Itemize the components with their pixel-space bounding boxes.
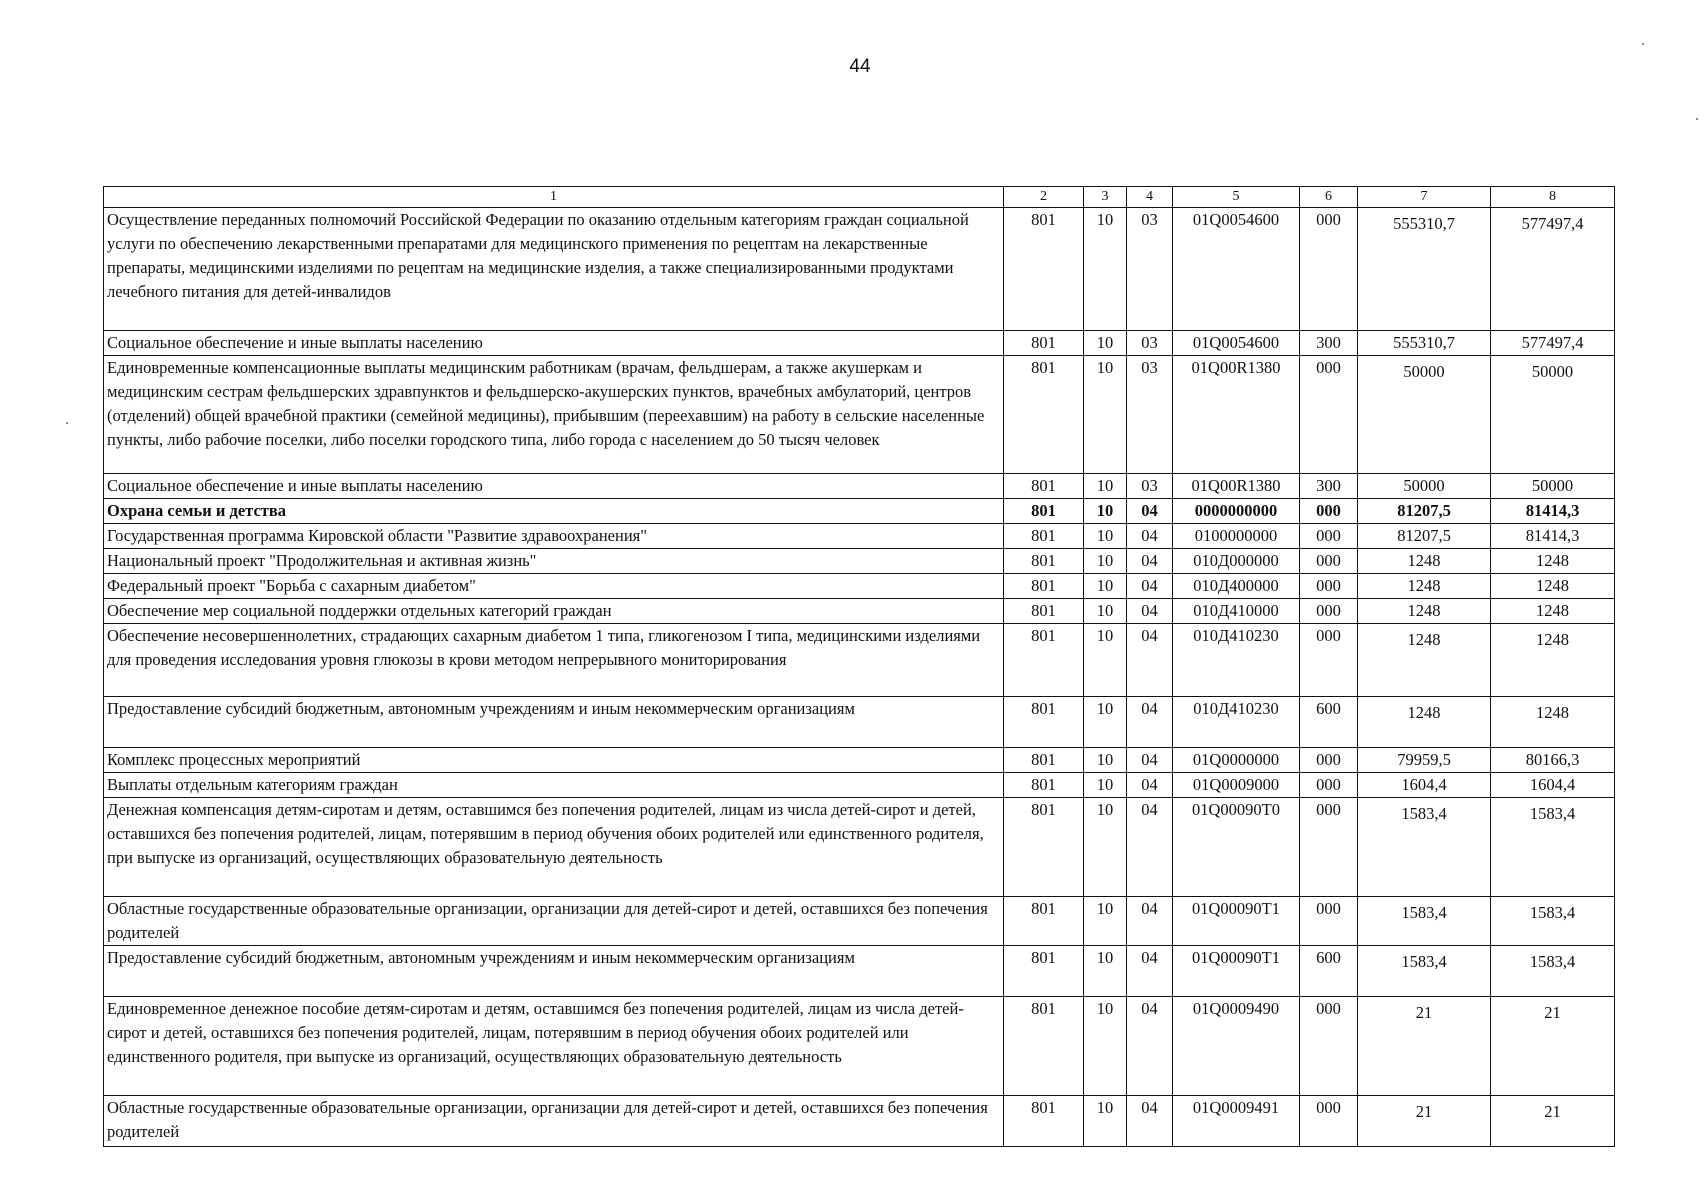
row-amount-year-2: 577497,4 (1491, 331, 1615, 356)
table-row (104, 798, 1615, 897)
row-expense-type: 000 (1300, 356, 1358, 474)
row-amount-year-1: 1583,4 (1358, 946, 1491, 997)
row-name: Единовременное денежное пособие детям-сиротам и детям, оставшимся без попечения родителей, лицам из числа детей-сирот и детей, оставшихся без попечения родителей, лицам, потерявшим в период обучения обоих родителей или единственного родителя, при выпуске из организаций, осуществляющих образовательную деятельность (104, 997, 1004, 1096)
column-header: 2 (1004, 187, 1084, 208)
row-section-code: 10 (1084, 208, 1127, 331)
row-subsection-code: 04 (1127, 773, 1173, 798)
row-name: Охрана семьи и детства (104, 499, 1004, 524)
table-row (104, 474, 1615, 499)
table-row (104, 624, 1615, 697)
row-section-code: 10 (1084, 499, 1127, 524)
row-target-article: 01Q00R1380 (1173, 356, 1300, 474)
row-expense-type: 000 (1300, 897, 1358, 946)
table-row (104, 524, 1615, 549)
row-section-code: 10 (1084, 697, 1127, 748)
column-number-row (104, 187, 1615, 208)
row-subsection-code: 04 (1127, 946, 1173, 997)
row-subsection-code: 04 (1127, 798, 1173, 897)
row-gr-code: 801 (1004, 574, 1084, 599)
row-name: Денежная компенсация детям-сиротам и детям, оставшимся без попечения родителей, лицам из числа детей-сирот и детей, оставшихся без попечения родителей, лицам, потерявшим в период обучения обоих родителей или единственного родителя, при выпуске из организаций, осуществляющих образовательную деятельность (104, 798, 1004, 897)
row-name: Обеспечение несовершеннолетних, страдающих сахарным диабетом 1 типа, гликогенозом I типа, медицинскими изделиями для проведения исследования уровня глюкозы в крови методом непрерывного мониторирования (104, 624, 1004, 697)
row-target-article: 01Q00090T0 (1173, 798, 1300, 897)
row-expense-type: 600 (1300, 946, 1358, 997)
column-header: 3 (1084, 187, 1127, 208)
table-row (104, 574, 1615, 599)
row-gr-code: 801 (1004, 499, 1084, 524)
row-name: Предоставление субсидий бюджетным, автономным учреждениям и иным некоммерческим организациям (104, 946, 1004, 997)
row-target-article: 01Q0000000 (1173, 748, 1300, 773)
row-expense-type: 300 (1300, 331, 1358, 356)
column-header: 1 (104, 187, 1004, 208)
row-subsection-code: 04 (1127, 549, 1173, 574)
row-amount-year-1: 555310,7 (1358, 208, 1491, 331)
row-gr-code: 801 (1004, 474, 1084, 499)
row-amount-year-2: 81414,3 (1491, 524, 1615, 549)
column-header: 6 (1300, 187, 1358, 208)
row-expense-type: 000 (1300, 549, 1358, 574)
row-amount-year-2: 577497,4 (1491, 208, 1615, 331)
row-expense-type: 000 (1300, 773, 1358, 798)
row-subsection-code: 04 (1127, 897, 1173, 946)
row-target-article: 0100000000 (1173, 524, 1300, 549)
row-subsection-code: 03 (1127, 208, 1173, 331)
row-gr-code: 801 (1004, 208, 1084, 331)
column-header: 7 (1358, 187, 1491, 208)
row-subsection-code: 03 (1127, 474, 1173, 499)
row-subsection-code: 04 (1127, 499, 1173, 524)
row-amount-year-1: 1604,4 (1358, 773, 1491, 798)
row-section-code: 10 (1084, 524, 1127, 549)
row-subsection-code: 04 (1127, 624, 1173, 697)
table-row (104, 1096, 1615, 1147)
row-gr-code: 801 (1004, 946, 1084, 997)
table-row (104, 208, 1615, 331)
row-amount-year-1: 21 (1358, 1096, 1491, 1147)
row-amount-year-2: 81414,3 (1491, 499, 1615, 524)
row-amount-year-2: 1583,4 (1491, 798, 1615, 897)
row-target-article: 01Q00090T1 (1173, 946, 1300, 997)
page-number: 44 (849, 56, 871, 77)
row-target-article: 01Q0054600 (1173, 331, 1300, 356)
row-gr-code: 801 (1004, 697, 1084, 748)
row-name: Выплаты отдельным категориям граждан (104, 773, 1004, 798)
column-header: 4 (1127, 187, 1173, 208)
row-target-article: 010Д410230 (1173, 697, 1300, 748)
row-expense-type: 000 (1300, 798, 1358, 897)
row-expense-type: 600 (1300, 697, 1358, 748)
row-expense-type: 000 (1300, 208, 1358, 331)
row-subsection-code: 04 (1127, 997, 1173, 1096)
column-header: 5 (1173, 187, 1300, 208)
row-amount-year-2: 50000 (1491, 356, 1615, 474)
row-expense-type: 000 (1300, 599, 1358, 624)
column-header: 8 (1491, 187, 1615, 208)
row-section-code: 10 (1084, 997, 1127, 1096)
row-amount-year-2: 1248 (1491, 697, 1615, 748)
row-target-article: 01Q0009490 (1173, 997, 1300, 1096)
row-subsection-code: 04 (1127, 748, 1173, 773)
row-expense-type: 000 (1300, 499, 1358, 524)
row-section-code: 10 (1084, 574, 1127, 599)
row-name: Федеральный проект "Борьба с сахарным диабетом" (104, 574, 1004, 599)
row-target-article: 01Q00090T1 (1173, 897, 1300, 946)
row-gr-code: 801 (1004, 748, 1084, 773)
row-gr-code: 801 (1004, 524, 1084, 549)
row-name: Единовременные компенсационные выплаты медицинским работникам (врачам, фельдшерам, а также акушеркам и медицинским сестрам фельдшерских здравпунктов и фельдшерско-акушерских пунктов, врачебных амбулаторий, центров (отделений) общей врачебной практики (семейной медицины), прибывшим (переехавшим) на работу в сельские населенные пункты, либо рабочие поселки, либо поселки городского типа, либо города с населением до 50 тысяч человек (104, 356, 1004, 474)
row-subsection-code: 04 (1127, 697, 1173, 748)
row-name: Обеспечение мер социальной поддержки отдельных категорий граждан (104, 599, 1004, 624)
scan-speck (1696, 118, 1698, 120)
budget-table (103, 186, 1615, 1147)
row-gr-code: 801 (1004, 624, 1084, 697)
table-row (104, 549, 1615, 574)
row-amount-year-2: 21 (1491, 997, 1615, 1096)
row-expense-type: 000 (1300, 997, 1358, 1096)
row-amount-year-1: 555310,7 (1358, 331, 1491, 356)
row-amount-year-2: 21 (1491, 1096, 1615, 1147)
table-row (104, 748, 1615, 773)
row-amount-year-1: 50000 (1358, 474, 1491, 499)
row-target-article: 01Q0009000 (1173, 773, 1300, 798)
row-gr-code: 801 (1004, 599, 1084, 624)
row-name: Предоставление субсидий бюджетным, автономным учреждениям и иным некоммерческим организациям (104, 697, 1004, 748)
row-amount-year-2: 50000 (1491, 474, 1615, 499)
row-name: Комплекс процессных мероприятий (104, 748, 1004, 773)
row-amount-year-1: 79959,5 (1358, 748, 1491, 773)
row-amount-year-2: 1248 (1491, 549, 1615, 574)
row-expense-type: 000 (1300, 574, 1358, 599)
row-section-code: 10 (1084, 798, 1127, 897)
row-amount-year-1: 1583,4 (1358, 897, 1491, 946)
row-section-code: 10 (1084, 897, 1127, 946)
scan-speck (1642, 43, 1644, 45)
row-name: Осуществление переданных полномочий Российской Федерации по оказанию отдельным категориям граждан социальной услуги по обеспечению лекарственными препаратами для медицинского применения по рецептам на лекарственные препараты, медицинскими изделиями по рецептам на медицинские изделия, а также специализированными продуктами лечебного питания для детей-инвалидов (104, 208, 1004, 331)
row-target-article: 010Д410230 (1173, 624, 1300, 697)
row-amount-year-1: 1248 (1358, 599, 1491, 624)
row-target-article: 01Q0009491 (1173, 1096, 1300, 1147)
row-section-code: 10 (1084, 599, 1127, 624)
row-expense-type: 000 (1300, 1096, 1358, 1147)
row-target-article: 010Д400000 (1173, 574, 1300, 599)
row-section-code: 10 (1084, 331, 1127, 356)
row-amount-year-1: 81207,5 (1358, 499, 1491, 524)
row-amount-year-2: 1248 (1491, 574, 1615, 599)
row-gr-code: 801 (1004, 549, 1084, 574)
row-name: Социальное обеспечение и иные выплаты населению (104, 331, 1004, 356)
table-row (104, 946, 1615, 997)
table-row (104, 599, 1615, 624)
row-section-code: 10 (1084, 549, 1127, 574)
table-row (104, 773, 1615, 798)
row-gr-code: 801 (1004, 1096, 1084, 1147)
row-expense-type: 000 (1300, 748, 1358, 773)
row-target-article: 01Q0054600 (1173, 208, 1300, 331)
table-row (104, 997, 1615, 1096)
row-gr-code: 801 (1004, 798, 1084, 897)
row-subsection-code: 04 (1127, 599, 1173, 624)
row-section-code: 10 (1084, 624, 1127, 697)
row-name: Государственная программа Кировской области "Развитие здравоохранения" (104, 524, 1004, 549)
row-amount-year-1: 21 (1358, 997, 1491, 1096)
row-amount-year-1: 1583,4 (1358, 798, 1491, 897)
row-amount-year-2: 1583,4 (1491, 897, 1615, 946)
row-subsection-code: 03 (1127, 331, 1173, 356)
row-target-article: 01Q00R1380 (1173, 474, 1300, 499)
scan-speck (66, 422, 68, 424)
row-section-code: 10 (1084, 946, 1127, 997)
row-gr-code: 801 (1004, 897, 1084, 946)
table-row (104, 331, 1615, 356)
table-row (104, 697, 1615, 748)
table-row (104, 499, 1615, 524)
row-amount-year-2: 80166,3 (1491, 748, 1615, 773)
row-section-code: 10 (1084, 474, 1127, 499)
row-expense-type: 000 (1300, 524, 1358, 549)
row-subsection-code: 04 (1127, 1096, 1173, 1147)
row-expense-type: 000 (1300, 624, 1358, 697)
row-amount-year-2: 1248 (1491, 624, 1615, 697)
row-target-article: 010Д000000 (1173, 549, 1300, 574)
row-subsection-code: 04 (1127, 574, 1173, 599)
row-gr-code: 801 (1004, 356, 1084, 474)
row-section-code: 10 (1084, 356, 1127, 474)
row-name: Областные государственные образовательные организации, организации для детей-сирот и детей, оставшихся без попечения родителей (104, 897, 1004, 946)
row-amount-year-1: 1248 (1358, 697, 1491, 748)
row-amount-year-2: 1248 (1491, 599, 1615, 624)
row-gr-code: 801 (1004, 331, 1084, 356)
row-amount-year-1: 1248 (1358, 574, 1491, 599)
table-body (104, 208, 1615, 1147)
row-subsection-code: 04 (1127, 524, 1173, 549)
row-name: Социальное обеспечение и иные выплаты населению (104, 474, 1004, 499)
row-expense-type: 300 (1300, 474, 1358, 499)
row-amount-year-2: 1583,4 (1491, 946, 1615, 997)
row-amount-year-1: 1248 (1358, 624, 1491, 697)
row-amount-year-2: 1604,4 (1491, 773, 1615, 798)
row-gr-code: 801 (1004, 773, 1084, 798)
row-section-code: 10 (1084, 1096, 1127, 1147)
table-row (104, 897, 1615, 946)
row-amount-year-1: 1248 (1358, 549, 1491, 574)
row-section-code: 10 (1084, 773, 1127, 798)
row-target-article: 010Д410000 (1173, 599, 1300, 624)
row-name: Национальный проект "Продолжительная и активная жизнь" (104, 549, 1004, 574)
row-section-code: 10 (1084, 748, 1127, 773)
row-subsection-code: 03 (1127, 356, 1173, 474)
row-amount-year-1: 81207,5 (1358, 524, 1491, 549)
row-amount-year-1: 50000 (1358, 356, 1491, 474)
table-row (104, 356, 1615, 474)
row-target-article: 0000000000 (1173, 499, 1300, 524)
row-gr-code: 801 (1004, 997, 1084, 1096)
row-name: Областные государственные образовательные организации, организации для детей-сирот и детей, оставшихся без попечения родителей (104, 1096, 1004, 1147)
